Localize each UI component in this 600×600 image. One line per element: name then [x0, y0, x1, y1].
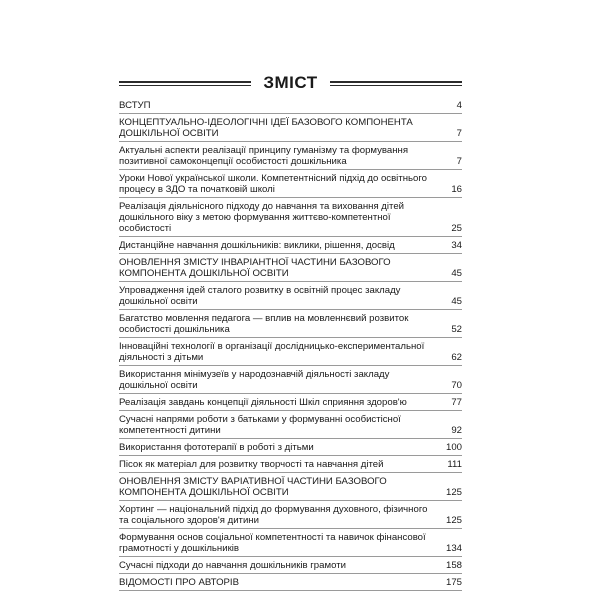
toc-entry-title: Упровадження ідей сталого розвитку в освітній процес закладу дошкільної освіти [119, 285, 401, 307]
toc-entry-title: Використання фототерапії в роботі з дітьми [119, 442, 314, 453]
toc-entry[interactable] [119, 282, 462, 310]
toc-entry-title: Актуальні аспекти реалізації принципу гуманізму та формування позитивної самоконцепції особистості дошкільника [119, 145, 409, 167]
toc-entry-title: Сучасні напрями роботи з батьками у формуванні особистісної компетентності дитини [119, 414, 401, 436]
toc-entry-title: Багатство мовлення педагога — вплив на мовленнєвий розвиток особистості дошкільника [119, 313, 409, 335]
toc-entry[interactable] [119, 394, 462, 411]
toc-entry-page: 125 [445, 515, 462, 526]
toc-section[interactable] [119, 114, 462, 142]
toc-entry-page: 92 [451, 425, 462, 436]
toc-entry[interactable] [119, 338, 462, 366]
toc-entry-title: Реалізація завдань концепції діяльності Шкіл сприяння здоров'ю [119, 397, 407, 408]
toc-entry-page: 70 [451, 380, 462, 391]
toc-entry[interactable] [119, 501, 462, 529]
toc-entry[interactable] [119, 411, 462, 439]
toc-entry-title: Формування основ соціальної компетентності та навичок фінансової грамотності у дошкільників [119, 532, 426, 554]
toc-section-title: КОНЦЕПТУАЛЬНО-ІДЕОЛОГІЧНІ ІДЕЇ БАЗОВОГО КОМПОНЕНТА ДОШКІЛЬНОЇ ОСВІТИ [119, 117, 413, 139]
toc-section-title: ОНОВЛЕННЯ ЗМІСТУ ВАРІАТИВНОЇ ЧАСТИНИ БАЗОВОГО КОМПОНЕНТА ДОШКІЛЬНОЇ ОСВІТИ [119, 476, 387, 498]
title-rule-right [330, 81, 462, 83]
toc-entry-title: Інноваційні технології в організації дослідницько-експериментальної діяльності з дітьми [119, 341, 425, 363]
toc-entry-page: 52 [451, 324, 462, 335]
toc-entry-title: ВІДОМОСТІ ПРО АВТОРІВ [119, 577, 240, 588]
toc-entry-title: Сучасні підходи до навчання дошкільників грамоти [119, 560, 346, 571]
toc-section[interactable] [119, 473, 462, 501]
toc-entry-page: 4 [456, 100, 462, 111]
toc-entry-title: Пісок як матеріал для розвитку творчості та навчання дітей [119, 459, 384, 470]
toc-entry[interactable] [119, 529, 462, 557]
toc-entry-page: 7 [456, 128, 462, 139]
toc-entry-title: Дистанційне навчання дошкільників: виклики, рішення, досвід [119, 240, 395, 251]
toc-entry-page: 62 [451, 352, 462, 363]
toc-header [119, 72, 462, 93]
toc-entry-page: 134 [445, 543, 462, 554]
toc-entry-title: Хортинг — національний підхід до формування духовного, фізичного та соціального здоров'я дитини [119, 504, 428, 526]
toc-entry[interactable] [119, 456, 462, 473]
toc-entry[interactable] [119, 310, 462, 338]
toc-entry-title: Реалізація діяльнісного підходу до навчання та виховання дітей дошкільного віку з метою формування життєво-компетентної особистості [119, 201, 405, 234]
toc-entry-page: 45 [451, 268, 462, 279]
toc-entry-title: Використання мінімузеїв у народознавчій діяльності закладу дошкільної освіти [119, 369, 390, 391]
toc-entry-page: 16 [451, 184, 462, 195]
toc-list [119, 97, 462, 591]
toc-section-title: ОНОВЛЕННЯ ЗМІСТУ ІНВАРІАНТНОЇ ЧАСТИНИ БАЗОВОГО КОМПОНЕНТА ДОШКІЛЬНОЇ ОСВІТИ [119, 257, 391, 279]
toc-entry[interactable] [119, 97, 462, 114]
toc-entry[interactable] [119, 574, 462, 591]
toc-entry-page: 125 [445, 487, 462, 498]
toc-entry-page: 111 [447, 459, 462, 470]
toc-entry-title: ВСТУП [119, 100, 151, 111]
toc-entry[interactable] [119, 366, 462, 394]
toc-entry-page: 175 [445, 577, 462, 588]
toc-entry[interactable] [119, 557, 462, 574]
toc-entry[interactable] [119, 237, 462, 254]
toc-entry-page: 45 [451, 296, 462, 307]
toc-entry[interactable] [119, 142, 462, 170]
page-title: ЗМІСТ [263, 73, 318, 92]
toc-entry-page: 158 [445, 560, 462, 571]
toc-entry-page: 100 [445, 442, 462, 453]
toc-entry-title: Уроки Нової української школи. Компетентнісний підхід до освітнього процесу в ЗДО та початковій школі [119, 173, 427, 195]
table-of-contents-page [119, 72, 462, 591]
toc-entry[interactable] [119, 170, 462, 198]
toc-entry[interactable] [119, 439, 462, 456]
toc-entry-page: 77 [451, 397, 462, 408]
toc-entry-page: 7 [456, 156, 462, 167]
toc-entry-page: 25 [451, 223, 462, 234]
toc-entry-page: 34 [451, 240, 462, 251]
toc-entry[interactable] [119, 198, 462, 237]
toc-section[interactable] [119, 254, 462, 282]
